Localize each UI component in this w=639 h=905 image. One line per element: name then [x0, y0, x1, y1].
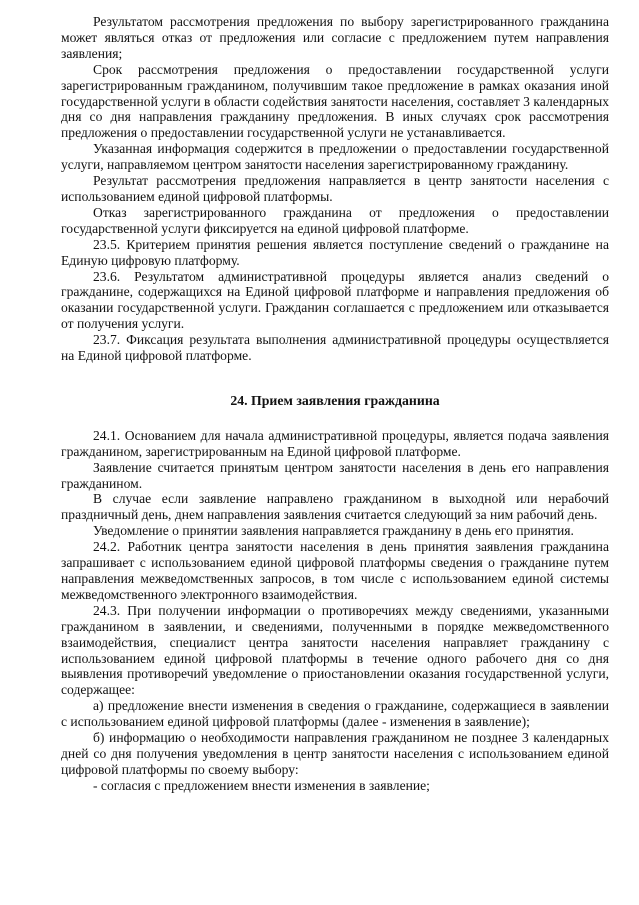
paragraph: Указанная информация содержится в предложении о предоставлении государственной услуги, направляемом центром занятости населения зарегистрированному гражданину. [61, 141, 609, 173]
paragraph: В случае если заявление направлено гражданином в выходной или нерабочий праздничный день, днем направления заявления считается следующий за ним рабочий день. [61, 491, 609, 523]
paragraph: 24.2. Работник центра занятости населения в день принятия заявления гражданина запрашивает с использованием единой цифровой платформы сведения о гражданине путем направления межведомственных запросов, в том числе с использованием единой системы межведомственного электронного взаимодействия. [61, 539, 609, 602]
paragraph: 23.6. Результатом административной процедуры является анализ сведений о гражданине, содержащихся на Единой цифровой платформе и направления предложения об оказании государственной услуги. Гражданин соглашается с предложением или отказывается от получения услуги. [61, 268, 609, 332]
paragraph: Отказ зарегистрированного гражданина от предложения о предоставлении государственной услуги фиксируется на единой цифровой платформе. [61, 204, 609, 236]
paragraph: а) предложение внести изменения в сведения о гражданине, содержащиеся в заявлении с использованием единой цифровой платформы (далее - изменения в заявление); [61, 698, 609, 730]
paragraph: Уведомление о принятии заявления направляется гражданину в день его принятия. [93, 523, 574, 539]
paragraph: - согласия с предложением внести изменения в заявление; [93, 777, 430, 793]
paragraph: 23.7. Фиксация результата выполнения административной процедуры осуществляется на Единой цифровой платформе. [61, 332, 609, 364]
paragraph: Результат рассмотрения предложения направляется в центр занятости населения с использованием единой цифровой платформы. [61, 173, 609, 204]
paragraph: 24.1. Основанием для начала административной процедуры, является подача заявления гражданином, зарегистрированным на Единой цифровой платформе. [61, 427, 609, 459]
paragraph: 24.3. При получении информации о противоречиях между сведениями, указанными гражданином в заявлении, и сведениями, полученными в порядке межведомственного взаимодействия, специалист центра занятости населения направляет гражданину с использованием единой цифровой платформы в течение одного рабочего дня со дня выявления противоречий уведомление о приостановлении оказания государственной услуги, содержащее: [61, 602, 609, 698]
paragraph: 23.5. Критерием принятия решения является поступление сведений о гражданине на Единую цифровую платформу. [61, 236, 609, 268]
section-heading: 24. Прием заявления гражданина [230, 392, 440, 408]
paragraph: Результатом рассмотрения предложения по выбору зарегистрированного гражданина может являться отказ от предложения или согласие с предложением путем направления заявления; [61, 14, 609, 61]
document-page [61, 14, 609, 794]
paragraph: Срок рассмотрения предложения о предоставлении государственной услуги зарегистрированным гражданином, получившим такое предложение в рамках оказания иной государственной услуги в области содействия занятости населения, составляет 3 календарных дня со дня направления гражданину предложения. В иных случаях срок рассмотрения предложения о предоставлении государственной услуги не устанавливается. [61, 61, 609, 141]
paragraph: б) информацию о необходимости направления гражданином не позднее 3 календарных дней со дня получения уведомления в центр занятости населения с использованием единой цифровой платформы по своему выбору: [61, 730, 609, 777]
paragraph: Заявление считается принятым центром занятости населения в день его направления гражданином. [61, 459, 609, 491]
